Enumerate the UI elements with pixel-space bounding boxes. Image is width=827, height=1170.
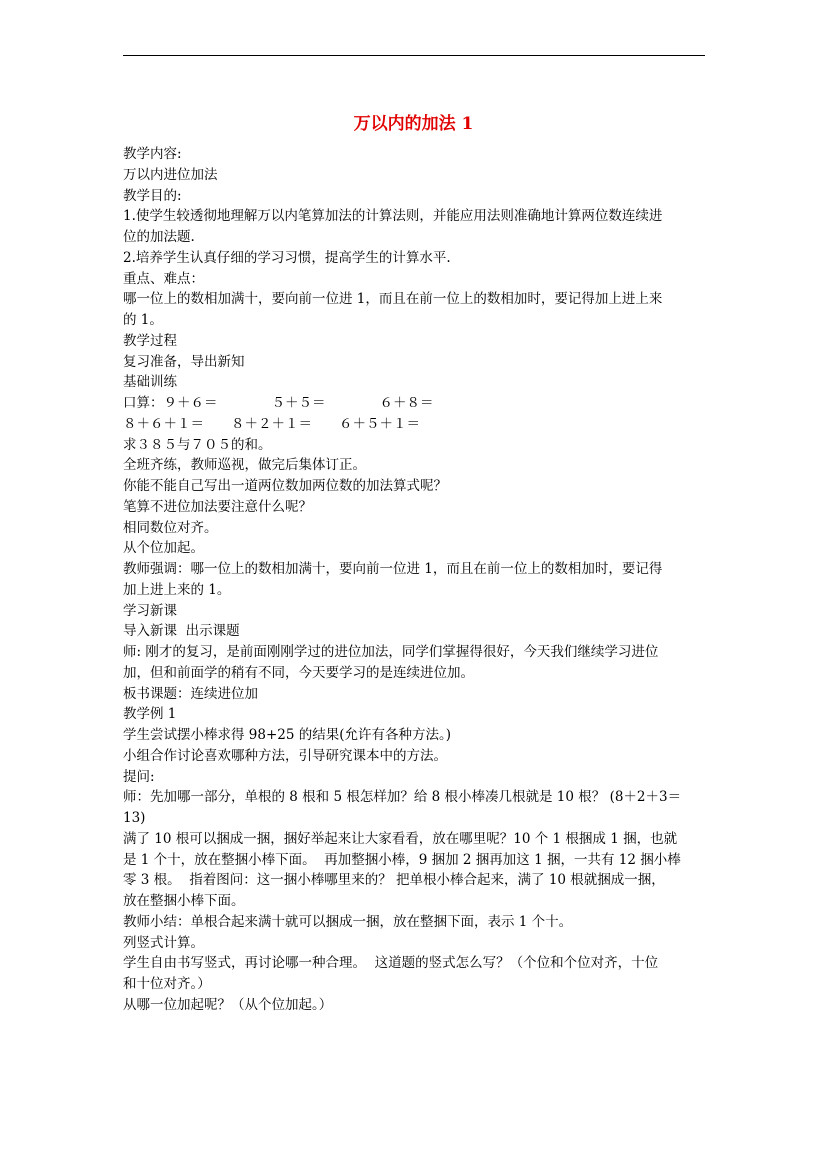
body-line: 提问: <box>123 768 155 785</box>
body-line: 师：先加哪一部分，单根的 8 根和 5 根怎样加？给 8 根小棒凑几根就是 10 根？ (8＋2＋3＝ <box>123 789 682 806</box>
body-line: 从哪一位加起呢？（从个位加起。） <box>123 996 333 1013</box>
document-title: 万以内的加法 1 <box>353 114 474 134</box>
body-line: 的 1。 <box>123 312 163 328</box>
body-line: 和十位对齐。） <box>123 976 211 992</box>
body-line: 你能不能自己写出一道两位数加两位数的加法算式呢？ <box>123 478 447 494</box>
body-line: 1.使学生较透彻地理解万以内笔算加法的计算法则，并能应用法则准确地计算两位数连续进 <box>123 208 663 225</box>
body-line: 教师强调：哪一位上的数相加满十，要向前一位进 1，而且在前一位上的数相加时，要记得 <box>123 561 663 577</box>
body-line: 笔算不进位加法要注意什么呢？ <box>123 498 312 515</box>
body-line: 求３８５与７０５的和。 <box>123 436 272 453</box>
body-line: 是 1 个十，放在整捆小棒下面。 再加整捆小棒，9 捆加 2 捆再加这 1 捆，一共有 12 捆小棒 <box>123 851 681 868</box>
body-line: 学生自由书写竖式，再讨论哪一种合理。 这道题的竖式怎么写？（个位和个位对齐，十位 <box>123 955 659 972</box>
header-rule <box>123 55 705 56</box>
body-line: 复习准备，导出新知 <box>123 353 245 370</box>
body-line: 板书课题：连续进位加 <box>123 685 258 702</box>
body-line: 基础训练 <box>123 374 177 391</box>
body-line: 零 3 根。 指着图问：这一捆小棒哪里来的？ 把单根小棒合起来，满了 10 根就捆成一捆， <box>123 872 665 889</box>
body-line: 教学例 1 <box>123 706 177 723</box>
body-line: 加，但和前面学的稍有不同，今天要学习的是连续进位加。 <box>123 664 474 681</box>
body-line: 从个位加起。 <box>123 540 204 557</box>
body-line: 师: 刚才的复习，是前面刚刚学过的进位加法，同学们掌握得很好，今天我们继续学习进位 <box>123 644 659 660</box>
body-line: 学生尝试摆小棒求得 98+25 的结果(允许有各种方法。) <box>123 727 452 743</box>
body-line: 相同数位对齐。 <box>123 519 218 536</box>
body-line: 教学过程 <box>123 332 177 349</box>
body-line: 2.培养学生认真仔细的学习习惯，提高学生的计算水平. <box>123 249 451 266</box>
body-line: 教学内容: <box>123 146 182 162</box>
body-line: 哪一位上的数相加满十，要向前一位进 1，而且在前一位上的数相加时，要记得加上进上来 <box>123 291 663 308</box>
document-body <box>123 144 707 1016</box>
body-line: 学习新课 <box>123 602 177 619</box>
body-line: 全班齐练，教师巡视，做完后集体订正。 <box>123 457 366 474</box>
body-line: 导入新课 出示课题 <box>123 623 240 640</box>
body-line: 教师小结：单根合起来满十就可以捆成一捆，放在整捆下面，表示 1 个十。 <box>123 913 573 930</box>
body-line: 列竖式计算。 <box>123 934 204 951</box>
body-line: 万以内进位加法 <box>123 166 218 183</box>
body-line: 加上进上来的 1。 <box>123 581 231 598</box>
body-line: 教学目的: <box>123 187 182 204</box>
body-line: 重点、难点： <box>123 270 204 287</box>
body-line: 口算：９＋６＝ ５＋５＝ ６＋８＝ <box>123 395 434 411</box>
body-line: 满了 10 根可以捆成一捆，捆好举起来让大家看看，放在哪里呢？10 个 1 根捆成 1 捆，也就 <box>123 830 678 847</box>
body-line: 位的加法题. <box>123 229 195 245</box>
body-line: ８＋６＋１＝ ８＋２＋１＝ ６＋５＋１＝ <box>123 415 420 432</box>
body-line: 放在整捆小棒下面。 <box>123 893 245 909</box>
body-line: 13) <box>123 810 146 826</box>
body-line: 小组合作讨论喜欢哪种方法，引导研究课本中的方法。 <box>123 747 447 764</box>
